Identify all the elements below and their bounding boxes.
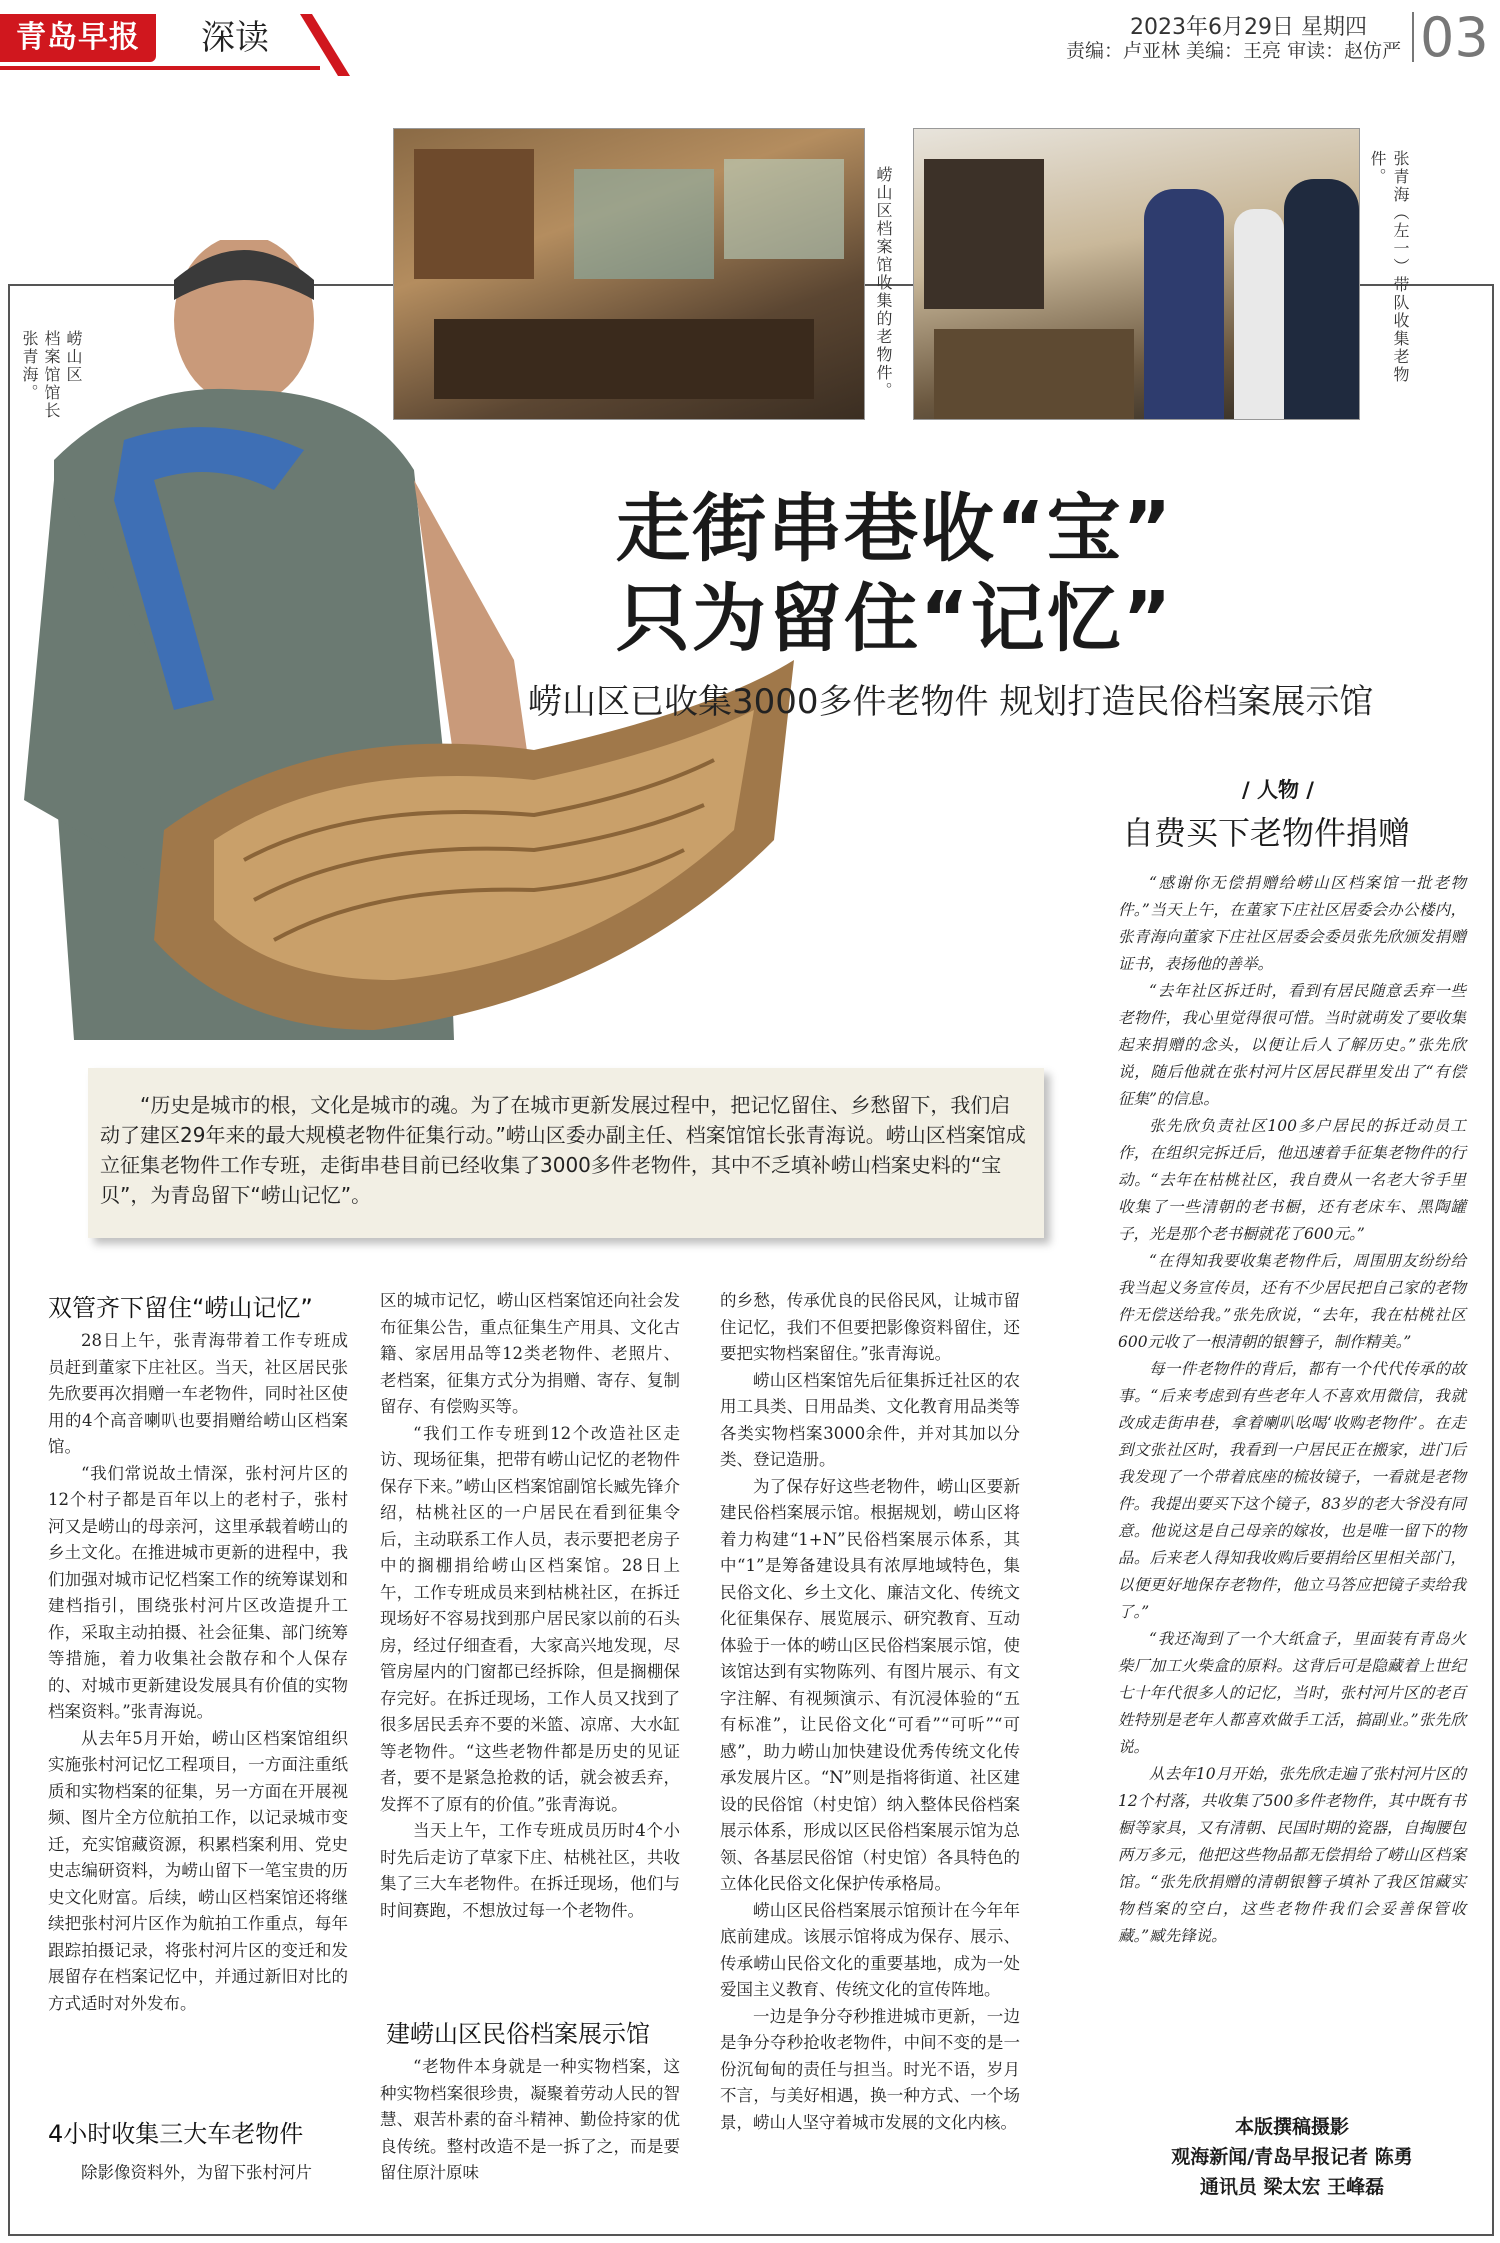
painting-shape: [924, 159, 1044, 309]
section-title-2: 4小时收集三大车老物件: [48, 2120, 304, 2148]
section-title-3: 建崂山区民俗档案展示馆: [386, 2020, 650, 2048]
credits-block: [1118, 2112, 1466, 2202]
person-middle-shape: [1234, 209, 1284, 419]
side-paragraph: “我还淘到了一个大纸盒子，里面装有青岛火柴厂加工火柴盒的原料。这背后可是隐藏着上世纪七十年代很多人的记忆，当时，张村河片区的老百姓特别是老年人都喜欢做手工活，搞副业。”张先欣说。: [1118, 1630, 1466, 1756]
body-paragraph: “我们工作专班到12个改造社区走访、现场征集，把带有崂山记忆的老物件保存下来。”崂山区档案馆副馆长臧先锋介绍，枯桃社区的一户居民在看到征集令后，主动联系工作人员，表示要把老房子中的搁棚捐给崂山区档案馆。28日上午，工作专班成员来到枯桃社区，在拆迁现场好不容易找到那户居民家以前的石头房，经过仔细查看，大家高兴地发现，尽管房屋内的门窗都已经拆除，但是搁棚保存完好。在拆迁现场，工作人员又找到了很多居民丢弃不要的米篮、凉席、大水缸等老物件。“这些老物件都是历史的见证者，要不是紧急抢救的话，就会被丢弃，发挥不了原有的价值。”张青海说。: [380, 1423, 680, 1814]
cabinet-shape: [414, 149, 534, 279]
caption-portrait-line2: 档案馆馆长: [42, 330, 61, 420]
caption-portrait-line1: 崂山区: [64, 330, 83, 384]
credits-line1: 本版撰稿摄影: [1234, 2116, 1349, 2138]
side-paragraph: 每一件老物件的背后，都有一个代代传承的故事。“后来考虑到有些老年人不喜欢用微信，我就改成走街串巷，拿着喇叭吆喝‘收购老物件’。在走到文张社区时，我看到一户居民正在搬家，进门后我发现了一个带着底座的梳妆镜子，一看就是老物件。我提出要买下这个镜子，83岁的老大爷没有同意。他说这是自己母亲的嫁妆，也是唯一留下的物品。后来老人得知我收购后要捐给区里相关部门，以便更好地保存老物件，他立马答应把镜子卖给我了。”: [1118, 1360, 1466, 1621]
side-paragraph: “在得知我要收集老物件后，周围朋友纷纷给我当起义务宣传员，还有不少居民把自己家的老物件无偿送给我。”张先欣说，“去年，我在枯桃社区600元收了一根清朝的银簪子，制作精美。”: [1118, 1252, 1466, 1351]
credits-line3: 通讯员 梁太宏 王峰磊: [1199, 2176, 1385, 2198]
headline-line2: 只为留住“记忆”: [616, 576, 1174, 662]
masthead-logo: [0, 14, 156, 62]
person-right-shape: [1284, 179, 1359, 419]
photo-collecting-team: [913, 128, 1360, 420]
side-paragraph: 张先欣负责社区100多户居民的拆迁动员工作，在组织完拆迁后，他迅速着手征集老物件的行动。“去年在枯桃社区，我自费从一名老大爷手里收集了一些清朝的老书橱，还有老床车、黑陶罐子，光是那个老书橱就花了600元。”: [1118, 1117, 1466, 1243]
window-shape: [724, 159, 844, 259]
body-paragraph: 当天上午，工作专班成员历时4个小时先后走访了草家下庄、枯桃社区，共收集了三大车老物件。在拆迁现场，他们与时间赛跑，不想放过每一个老物件。: [380, 1821, 680, 1920]
credits-line2: 观海新闻/青岛早报记者 陈勇: [1171, 2146, 1413, 2168]
floor-objects-shape: [434, 319, 814, 399]
body-paragraph: 28日上午，张青海带着工作专班成员赶到董家下庄社区。当天，社区居民张先欣要再次捐赠一车老物件，同时社区使用的4个高音喇叭也要捐赠给崂山区档案馆。: [48, 1331, 348, 1456]
side-paragraph: “感谢你无偿捐赠给崂山区档案馆一批老物件。”当天上午，在董家下庄社区居委会办公楼内，张青海向董家下庄社区居委会委员张先欣颁发捐赠证书，表扬他的善举。: [1118, 874, 1466, 973]
photo-archive-room: [393, 128, 865, 420]
caption-portrait-line3: 张青海。: [20, 330, 39, 402]
page-number: 03: [1420, 6, 1489, 69]
caption-room: 崂山区档案馆收集的老物件。: [874, 166, 893, 400]
intro-text: “历史是城市的根，文化是城市的魂。为了在城市更新发展过程中，把记忆留住、乡愁留下，我们启动了建区29年来的最大规模老物件征集行动。”崂山区委办副主任、档案馆馆长张青海说。崂山区档案馆成立征集老物件工作专班，走街串巷目前已经收集了3000多件老物件，其中不乏填补崂山档案史料的“宝贝”，为青岛留下“崂山记忆”。: [100, 1093, 1026, 1207]
body-paragraph: “老物件本身就是一种实物档案，这种实物档案很珍贵，凝聚着劳动人民的智慧、艰苦朴素的奋斗精神、勤俭持家的优良传统。整村改造不是一拆了之，而是要留住原汁原味: [380, 2057, 680, 2182]
header-rule: [0, 66, 320, 70]
header-divider: [1412, 12, 1414, 62]
headline-line1: 走街串巷收“宝”: [616, 486, 1174, 572]
body-column-1: [48, 1328, 348, 2017]
dateline-editors: 责编：卢亚林 美编：王亮 审读：赵仿严: [1066, 40, 1402, 62]
old-objects-shape: [934, 329, 1134, 419]
body-paragraph: 一边是争分夺秒推进城市更新，一边是争分夺秒抢收老物件，中间不变的是一份沉甸甸的责任与担当。时光不语，岁月不言，与美好相遇，换一种方式、一个场景，崂山人坚守着城市发展的文化内核。: [720, 2006, 1020, 2132]
section-title-1: 双管齐下留住“崂山记忆”: [48, 1294, 313, 1322]
person-left-shape: [1144, 189, 1224, 419]
body-column-3: [720, 1288, 1020, 2136]
side-column-tag: / 人物 /: [1242, 778, 1314, 802]
dateline-date: 2023年6月29日 星期四: [1130, 15, 1367, 40]
subheadline: 崂山区已收集3000多件老物件 规划打造民俗档案展示馆: [528, 682, 1374, 722]
body-paragraph: 崂山区档案馆先后征集拆迁社区的农用工具类、日用品类、文化教育用品类等各类实物档案3000余件，并对其加以分类、登记造册。: [720, 1370, 1020, 1469]
logo-text: 青岛早报: [16, 20, 140, 55]
side-column-body: [1118, 870, 1466, 2070]
body-column-2: [380, 1288, 680, 1924]
body-paragraph: 除影像资料外，为留下张村河片: [81, 2163, 312, 2182]
body-paragraph: 为了保存好这些老物件，崂山区要新建民俗档案展示馆。根据规划，崂山区将着力构建“1+N”民俗档案展示体系，其中“1”是筹备建设具有浓厚地域特色，集民俗文化、乡土文化、廉洁文化、传统文化征集保存、展览展示、研究教育、互动体验于一体的崂山区民俗档案展示馆，使该馆达到有实物陈列、有图片展示、有文字注解、有视频演示、有沉浸体验的“五有标准”，让民俗文化“可看”“可听”“可感”，助力崂山加快建设优秀传统文化传承发展片区。“N”则是指将街道、社区建设的民俗馆（村史馆）纳入整体民俗档案展示体系，形成以区民俗档案展示馆为总领、各基层民俗馆（村史馆）各具特色的立体化民俗文化保护传承格局。: [720, 1476, 1020, 1893]
caption-team: 张青海（左一）带队收集老物件。: [1368, 150, 1410, 384]
body-column-2-continued: [380, 2054, 680, 2187]
body-paragraph: 的乡愁，传承优良的民俗民风，让城市留住记忆，我们不但要把影像资料留住，还要把实物档案留住。”张青海说。: [720, 1291, 1020, 1363]
body-paragraph: 崂山区民俗档案展示馆预计在今年年底前建成。该展示馆将成为保存、展示、传承崂山民俗文化的重要基地，成为一处爱国主义教育、传统文化的宣传阵地。: [720, 1900, 1020, 1999]
display-case-shape: [574, 169, 714, 279]
side-paragraph: 从去年10月开始，张先欣走遍了张村河片区的12个村落，共收集了500多件老物件，其中既有书橱等家具，又有清朝、民国时期的瓷器，自掏腰包两万多元，他把这些物品都无偿捐给了崂山区档案馆。“张先欣捐赠的清朝银簪子填补了我区馆藏实物档案的空白，这些老物件我们会妥善保管收藏。”臧先锋说。: [1118, 1765, 1466, 1945]
body-column-1-continued: [48, 2160, 348, 2187]
section-tag: 深读: [201, 18, 269, 58]
side-paragraph: “去年社区拆迁时，看到有居民随意丢弃一些老物件，我心里觉得很可惜。当时就萌发了要收集起来捐赠的念头，以便让后人了解历史。”张先欣说，随后他就在张村河片区居民群里发出了“有偿征集”的信息。: [1118, 982, 1466, 1108]
body-paragraph: 从去年5月开始，崂山区档案馆组织实施张村河记忆工程项目，一方面注重纸质和实物档案的征集，另一方面在开展视频、图片全方位航拍工作，以记录城市变迁，充实馆藏资源，积累档案利用、党史史志编研资料，为崂山留下一笔宝贵的历史文化财富。后续，崂山区档案馆还将继续把张村河片区作为航拍工作重点，每年跟踪拍摄记录，将张村河片区的变迁和发展留存在档案记忆中，并通过新旧对比的方式适时对外发布。: [48, 1728, 348, 2013]
body-paragraph: “我们常说故土情深，张村河片区的12个村子都是百年以上的老村子，张村河又是崂山的母亲河，这里承载着崂山的乡土文化。在推进城市更新的进程中，我们加强对城市记忆档案工作的统筹谋划和建档指引，围绕张村河片区改造提升工作，采取主动拍摄、社会征集、部门统筹等措施，着力收集社会散存和个人保存的、对城市更新建设发展具有价值的实物档案资料。”张青海说。: [48, 1463, 348, 1721]
side-column-title: 自费买下老物件捐赠: [1122, 814, 1411, 852]
body-paragraph: 区的城市记忆，崂山区档案馆还向社会发布征集公告，重点征集生产用具、文化古籍、家居用品等12类老物件、老照片、老档案，征集方式分为捐赠、寄存、复制留存、有偿购买等。: [380, 1291, 680, 1416]
